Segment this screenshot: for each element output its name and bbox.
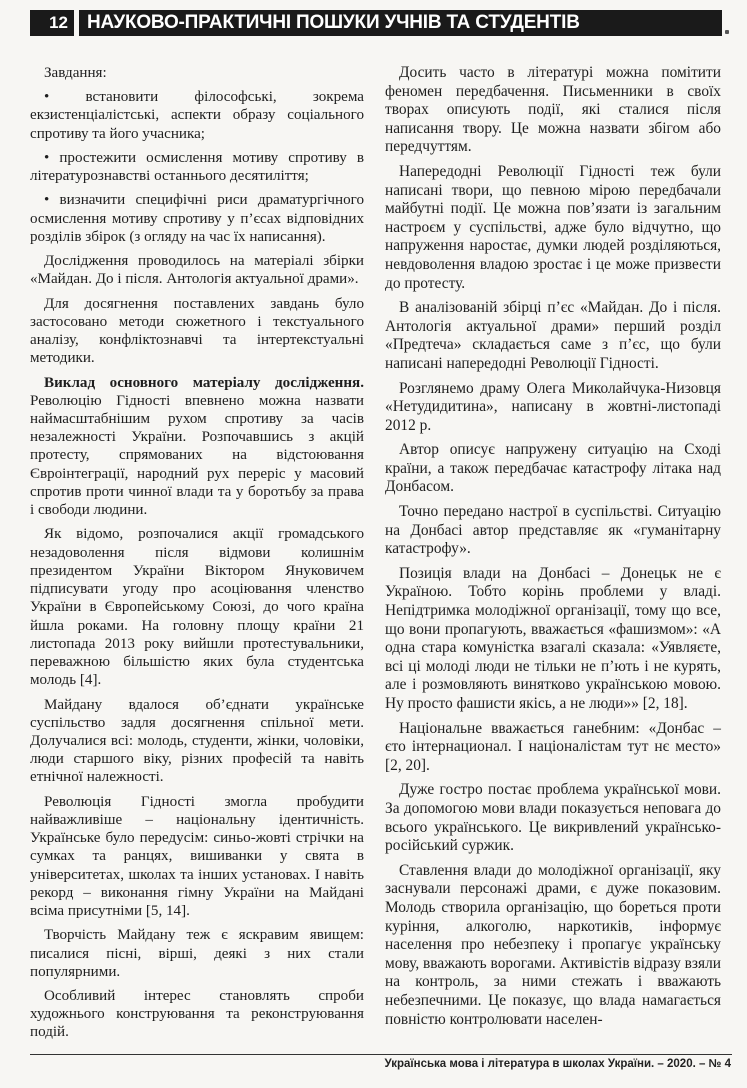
paragraph bbox=[30, 374, 364, 520]
paragraph: Дослідження проводилось на матеріалі збірки «Майдан. До і після. Антологія актуальної драми». bbox=[30, 253, 364, 288]
section-title: НАУКОВО-ПРАКТИЧНІ ПОШУКИ УЧНІВ ТА СТУДЕНТІВ bbox=[79, 10, 722, 36]
task-bullet-2: • простежити осмислення мотиву спротиву в літературознавстві останнього десятиліття; bbox=[30, 149, 364, 185]
paragraph: Ставлення влади до молодіжної організації, яку заснували персонажі драми, є дуже показовим. Молодь створила організацію, що бореться проти куріння, алкоголю, наркотиків, інформує населення про небезпеку і пропагує українську мову, вважають ворогами. Активістів відразу взяли на контроль, за ними стежать і вважають небезпечними. Це показує, що влада намагається повністю контролювати населен- bbox=[385, 861, 721, 1028]
left-column bbox=[30, 64, 364, 1048]
section-lead-heading: Виклад основного матеріалу дослідження. bbox=[44, 374, 364, 391]
task-bullet-3: • визначити специфічні риси драматургічного осмислення мотиву спротиву у п’єсах відповідних розділів збірок (з огляду на час їх написання). bbox=[30, 192, 364, 245]
paragraph: Як відомо, розпочалися акції громадського незадоволення після відмови колишнім президентом України Віктором Януковичем підписувати угоду про асоціювання членство України в Європейському Союзі, до чого країна йшла роками. На головну площу країни 21 листопада 2013 року вийшли протестувальники, переважною більшістю яких була студентська молодь [4]. bbox=[30, 526, 364, 689]
print-mark bbox=[725, 30, 729, 34]
paragraph: Напередодні Революції Гідності теж були написані твори, що певною мірою передбачали майбутні події. Це можна пов’язати із загальним настроєм у суспільстві, адже було відчутно, що напруження наростає, думки людей розділяються, невдоволення владою зростає і це може призвести до протесту. bbox=[385, 162, 721, 292]
footer-rule bbox=[30, 1054, 732, 1055]
paragraph: Досить часто в літературі можна помітити феномен передбачення. Письменники в своїх творах описують події, які сталися після написання твору. Це можна назвати збігом або передчуттям. bbox=[385, 64, 721, 156]
paragraph: Позиція влади на Донбасі – Донецьк не є Україною. Тобто корінь проблеми у владі. Непідтримка молодіжної організації, тому що все, що вони пропагують, вважається «фашизмом»: «А одна стара комуністка взагалі сказала: «Уявляєте, всі ці молоді люди не тільки не п’ють і не курять, але і розмовляють винятково українською мовою. Ну просто фашисти якісь, а не люди»» [2, 18]. bbox=[385, 564, 721, 712]
running-header bbox=[30, 10, 722, 36]
paragraph: Для досягнення поставлених завдань було застосовано методи сюжетного і текстуального аналізу, конфліктознавчі та інтертекстуальні методики. bbox=[30, 295, 364, 367]
paragraph: Майдану вдалося об’єднати українське суспільство задля досягнення спільної мети. Долучалися всі: молодь, студенти, жінки, чоловіки, люди старшого віку, різних професій та навіть етнічної належності. bbox=[30, 696, 364, 786]
paragraph: Точно передано настрої в суспільстві. Ситуацію на Донбасі автор представляє як «гуманітарну катастрофу». bbox=[385, 503, 721, 558]
page-number: 12 bbox=[30, 10, 74, 36]
paragraph-text: Революцію Гідності впевнено можна назвати наймасштабнішим рухом спротиву за часів незалежності України. Розпочавшись з акцій протесту, спрямованих на відстоювання Євроінтеграції, народний рух переріс у масовий спротив проти чинної влади та у боротьбу за права і свободи людини. bbox=[30, 392, 364, 519]
right-column bbox=[385, 64, 721, 1035]
paragraph: Революція Гідності змогла пробудити найважливіше – національну ідентичність. Українське було передусім: синьо-жовті стрічки на сумках та ранцях, вишиванки у свята в університетах, школах та інших установах. І навіть рекорд – виконання гімну України на Майдані всіма присутніми [5, 14]. bbox=[30, 793, 364, 920]
paragraph: Дуже гостро постає проблема української мови. За допомогою мови влади показується неповага до всього українського. Це викривлений українсько-російський суржик. bbox=[385, 781, 721, 855]
paragraph: Розглянемо драму Олега Миколайчука-Низовця «Нетудидитина», написану в жовтні-листопаді 2012 р. bbox=[385, 379, 721, 434]
running-footer: Українська мова і література в школах України. – 2020. – № 4 bbox=[384, 1058, 731, 1070]
task-bullet-1: • встановити філософські, зокрема екзистенціалістські, аспекти образу соціального спротиву та його учасника; bbox=[30, 89, 364, 142]
paragraph: Національне вважається ганебним: «Донбас – єто інтернационал. І націоналістам тут нє место» [2, 20]. bbox=[385, 719, 721, 774]
paragraph: Особливий інтерес становлять спроби художнього конструювання та реконструювання подій. bbox=[30, 988, 364, 1041]
paragraph: В аналізованій збірці п’єс «Майдан. До і після. Антологія актуальної драми» перший розділ «Предтеча» складається саме з п’єс, що були написані напередодні Революції Гідності. bbox=[385, 299, 721, 372]
tasks-heading: Завдання: bbox=[44, 65, 107, 81]
paragraph: Автор описує напружену ситуацію на Сході країни, а також передбачає катастрофу літака над Донбасом. bbox=[385, 441, 721, 496]
paragraph: Творчість Майдану теж є яскравим явищем: писалися пісні, вірші, деякі з них стали популярними. bbox=[30, 927, 364, 980]
